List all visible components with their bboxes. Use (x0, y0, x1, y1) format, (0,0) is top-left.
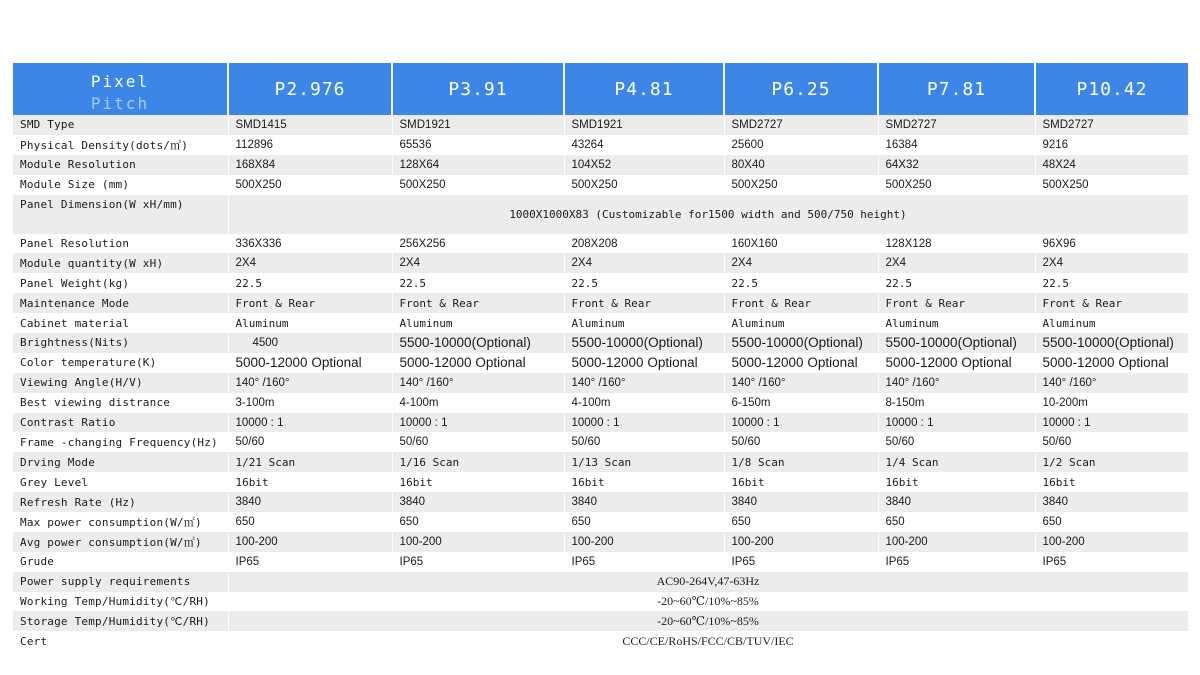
cell: SMD1415 (228, 115, 392, 135)
row-label: Power supply requirements (13, 572, 228, 592)
row-refresh-rate (13, 492, 1188, 512)
header-pitch-3: P4.81 (564, 63, 724, 115)
cell: 22.5 (392, 273, 564, 293)
cell: 5000-12000 Optional (228, 353, 392, 373)
row-storage-temp (13, 611, 1188, 631)
cell: 650 (1035, 512, 1188, 532)
cell: 500X250 (392, 175, 564, 195)
row-contrast-ratio (13, 413, 1188, 433)
cell: 2X4 (878, 253, 1035, 273)
cell: 650 (392, 512, 564, 532)
cell: 4500 (228, 333, 392, 353)
cell: SMD1921 (392, 115, 564, 135)
cell: 500X250 (228, 175, 392, 195)
cell: 256X256 (392, 234, 564, 254)
cell: 6-150m (724, 393, 878, 413)
cell: 16bit (878, 472, 1035, 492)
cell: 100-200 (724, 532, 878, 552)
cell: 128X64 (392, 155, 564, 175)
cell: 96X96 (1035, 234, 1188, 254)
cell: 4-100m (564, 393, 724, 413)
row-max-power (13, 512, 1188, 532)
cell: 1/2 Scan (1035, 452, 1188, 472)
cell: 500X250 (1035, 175, 1188, 195)
row-cert (13, 631, 1188, 651)
cell: 64X32 (878, 155, 1035, 175)
cell: 128X128 (878, 234, 1035, 254)
row-label: Refresh Rate (Hz) (13, 492, 228, 512)
row-label: Panel Weight(kg) (13, 273, 228, 293)
row-label: Cert (13, 631, 228, 651)
merged-cell: AC90-264V,47-63Hz (228, 572, 1188, 592)
cell: 650 (564, 512, 724, 532)
cell: 50/60 (724, 432, 878, 452)
cell: SMD1921 (564, 115, 724, 135)
cell: 5000-12000 Optional (392, 353, 564, 373)
cell: 650 (878, 512, 1035, 532)
cell: 43264 (564, 135, 724, 155)
row-label: Viewing Angle(H/V) (13, 373, 228, 393)
row-grude (13, 552, 1188, 572)
cell: 140° /160° (564, 373, 724, 393)
cell: 50/60 (1035, 432, 1188, 452)
row-module-quantity (13, 253, 1188, 273)
cell: 140° /160° (724, 373, 878, 393)
cell: 10000 : 1 (724, 413, 878, 433)
row-module-size (13, 175, 1188, 195)
cell: 100-200 (564, 532, 724, 552)
cell: Aluminum (878, 313, 1035, 333)
cell: 5000-12000 Optional (564, 353, 724, 373)
cell: 500X250 (724, 175, 878, 195)
merged-cell: -20~60℃/10%~85% (228, 592, 1188, 612)
cell: Front & Rear (1035, 293, 1188, 313)
row-cabinet-material (13, 313, 1188, 333)
cell: 48X24 (1035, 155, 1188, 175)
row-panel-resolution (13, 234, 1188, 254)
row-label: Grude (13, 552, 228, 572)
cell: IP65 (392, 552, 564, 572)
cell: 3840 (564, 492, 724, 512)
cell: 5500-10000(Optional) (1035, 333, 1188, 353)
cell: 5500-10000(Optional) (878, 333, 1035, 353)
cell: 16384 (878, 135, 1035, 155)
row-label: Brightness(Nits) (13, 333, 228, 353)
row-grey-level (13, 472, 1188, 492)
cell: 160X160 (724, 234, 878, 254)
cell: 5000-12000 Optional (724, 353, 878, 373)
cell: 336X336 (228, 234, 392, 254)
cell: 2X4 (564, 253, 724, 273)
cell: 100-200 (878, 532, 1035, 552)
cell: 22.5 (228, 273, 392, 293)
cell: 4-100m (392, 393, 564, 413)
row-label: Panel Dimension(W xH/mm) (13, 195, 228, 234)
cell: 1/16 Scan (392, 452, 564, 472)
cell: 140° /160° (878, 373, 1035, 393)
cell: 50/60 (878, 432, 1035, 452)
cell: 2X4 (392, 253, 564, 273)
row-label: Best viewing distrance (13, 393, 228, 413)
header-pitch-1: P2.976 (228, 63, 392, 115)
cell: 168X84 (228, 155, 392, 175)
merged-cell: -20~60℃/10%~85% (228, 611, 1188, 631)
cell: 3840 (878, 492, 1035, 512)
cell: 1/8 Scan (724, 452, 878, 472)
cell: Front & Rear (564, 293, 724, 313)
merged-cell: CCC/CE/RoHS/FCC/CB/TUV/IEC (228, 631, 1188, 651)
cell: 80X40 (724, 155, 878, 175)
cell: IP65 (1035, 552, 1188, 572)
cell: 22.5 (878, 273, 1035, 293)
cell: 1/4 Scan (878, 452, 1035, 472)
row-label: Drving Mode (13, 452, 228, 472)
row-label: Maintenance Mode (13, 293, 228, 313)
row-driving-mode (13, 452, 1188, 472)
cell: 65536 (392, 135, 564, 155)
header-pitch-6: P10.42 (1035, 63, 1188, 115)
cell: 3840 (392, 492, 564, 512)
cell: SMD2727 (878, 115, 1035, 135)
row-smd-type (13, 115, 1188, 135)
row-panel-weight (13, 273, 1188, 293)
cell: Front & Rear (724, 293, 878, 313)
merged-cell: 1000X1000X83 (Customizable for1500 width and 500/750 height) (228, 195, 1188, 234)
row-label: Module Resolution (13, 155, 228, 175)
cell: Aluminum (392, 313, 564, 333)
row-viewing-angle (13, 373, 1188, 393)
row-label: Color temperature(K) (13, 353, 228, 373)
cell: 100-200 (392, 532, 564, 552)
row-power-supply (13, 572, 1188, 592)
row-label: Working Temp/Humidity(℃/RH) (13, 592, 228, 612)
cell: 140° /160° (1035, 373, 1188, 393)
cell: IP65 (228, 552, 392, 572)
cell: SMD2727 (724, 115, 878, 135)
spec-sheet (13, 63, 1188, 651)
cell: 3-100m (228, 393, 392, 413)
row-label: Avg power consumption(W/㎡) (13, 532, 228, 552)
cell: 25600 (724, 135, 878, 155)
cell: Front & Rear (228, 293, 392, 313)
cell: 650 (228, 512, 392, 532)
cell: Aluminum (228, 313, 392, 333)
spec-table (13, 63, 1189, 651)
cell: 100-200 (228, 532, 392, 552)
cell: 10-200m (1035, 393, 1188, 413)
row-label: Frame -changing Frequency(Hz) (13, 432, 228, 452)
cell: IP65 (724, 552, 878, 572)
cell: 140° /160° (228, 373, 392, 393)
cell: 1/21 Scan (228, 452, 392, 472)
cell: 5500-10000(Optional) (392, 333, 564, 353)
cell: 8-150m (878, 393, 1035, 413)
header-pixel-line1: Pixel (90, 72, 150, 91)
row-panel-dimension (13, 195, 1188, 234)
header-row (13, 63, 1188, 115)
cell: 5500-10000(Optional) (724, 333, 878, 353)
cell: 650 (724, 512, 878, 532)
cell: 112896 (228, 135, 392, 155)
cell: Front & Rear (878, 293, 1035, 313)
row-label: SMD Type (13, 115, 228, 135)
cell: Aluminum (1035, 313, 1188, 333)
cell: 10000 : 1 (1035, 413, 1188, 433)
cell: 5500-10000(Optional) (564, 333, 724, 353)
row-avg-power (13, 532, 1188, 552)
header-pixel-line2: Pitch (90, 94, 150, 113)
row-maintenance-mode (13, 293, 1188, 313)
row-best-viewing-distance (13, 393, 1188, 413)
cell: 140° /160° (392, 373, 564, 393)
row-label: Physical Density(dots/㎡) (13, 135, 228, 155)
cell: Aluminum (724, 313, 878, 333)
cell: 2X4 (1035, 253, 1188, 273)
cell: 2X4 (724, 253, 878, 273)
cell: 100-200 (1035, 532, 1188, 552)
cell: 22.5 (724, 273, 878, 293)
cell: 9216 (1035, 135, 1188, 155)
cell: SMD2727 (1035, 115, 1188, 135)
cell: IP65 (564, 552, 724, 572)
row-color-temperature (13, 353, 1188, 373)
cell: 208X208 (564, 234, 724, 254)
cell: 16bit (1035, 472, 1188, 492)
cell: Aluminum (564, 313, 724, 333)
cell: 104X52 (564, 155, 724, 175)
row-label: Cabinet material (13, 313, 228, 333)
cell: 5000-12000 Optional (878, 353, 1035, 373)
cell: 3840 (1035, 492, 1188, 512)
cell: 1/13 Scan (564, 452, 724, 472)
cell: 3840 (724, 492, 878, 512)
cell: 500X250 (564, 175, 724, 195)
cell: 22.5 (1035, 273, 1188, 293)
row-label: Panel Resolution (13, 234, 228, 254)
cell: 10000 : 1 (564, 413, 724, 433)
row-label: Max power consumption(W/㎡) (13, 512, 228, 532)
row-frame-frequency (13, 432, 1188, 452)
cell: 16bit (228, 472, 392, 492)
row-working-temp (13, 592, 1188, 612)
row-label: Grey Level (13, 472, 228, 492)
row-label: Storage Temp/Humidity(℃/RH) (13, 611, 228, 631)
cell: 50/60 (392, 432, 564, 452)
cell: Front & Rear (392, 293, 564, 313)
row-physical-density (13, 135, 1188, 155)
cell: 16bit (392, 472, 564, 492)
cell: 22.5 (564, 273, 724, 293)
cell: 10000 : 1 (228, 413, 392, 433)
cell: 10000 : 1 (878, 413, 1035, 433)
cell: 50/60 (564, 432, 724, 452)
cell: 5000-12000 Optional (1035, 353, 1188, 373)
row-label: Module quantity(W xH) (13, 253, 228, 273)
row-brightness (13, 333, 1188, 353)
header-pitch-2: P3.91 (392, 63, 564, 115)
cell: 3840 (228, 492, 392, 512)
cell: 10000 : 1 (392, 413, 564, 433)
header-pixel-pitch (13, 63, 228, 115)
header-pitch-4: P6.25 (724, 63, 878, 115)
header-pitch-5: P7.81 (878, 63, 1035, 115)
cell: IP65 (878, 552, 1035, 572)
row-label: Contrast Ratio (13, 413, 228, 433)
cell: 500X250 (878, 175, 1035, 195)
cell: 2X4 (228, 253, 392, 273)
cell: 16bit (564, 472, 724, 492)
row-module-resolution (13, 155, 1188, 175)
cell: 16bit (724, 472, 878, 492)
cell: 50/60 (228, 432, 392, 452)
row-label: Module Size (mm) (13, 175, 228, 195)
